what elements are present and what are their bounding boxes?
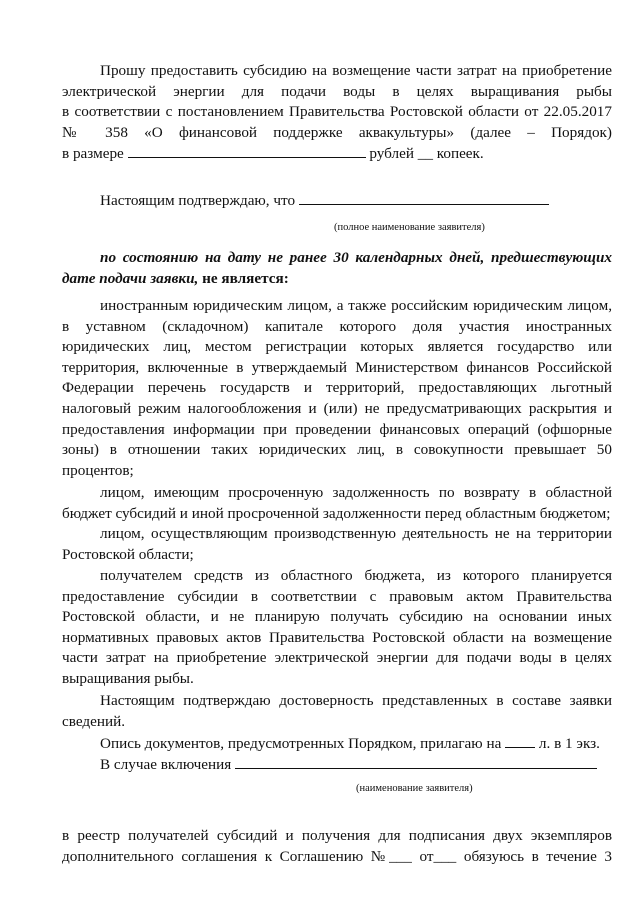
confirm-text: Настоящим подтверждаю, что bbox=[100, 192, 296, 209]
item-recipient bbox=[62, 566, 612, 690]
amount-blank[interactable] bbox=[128, 143, 366, 158]
text-line: нормативных правовых актов Правительства Ростовской области на возмещение bbox=[62, 628, 612, 646]
sheets-count-blank[interactable] bbox=[505, 733, 535, 748]
text-line: иностранным юридическим лицом, а также российским юридическим лицом, bbox=[100, 297, 612, 314]
text-line: лицом, имеющим просроченную задолженность по возврату в областной bbox=[100, 484, 612, 501]
status-date-text: дате подачи заявки, bbox=[62, 269, 199, 287]
applicant-name-blank[interactable] bbox=[299, 190, 549, 205]
applicant-caption: (полное наименование заявителя) bbox=[334, 222, 485, 233]
item-debt bbox=[62, 483, 612, 524]
text-line: процентов; bbox=[62, 461, 134, 479]
status-line: по состоянию на дату не ранее 30 календарных дней, предшествующих bbox=[100, 249, 612, 266]
status-not-is: не является: bbox=[202, 269, 289, 287]
text-line: электрической энергии для подачи воды в целях выращивания рыбы bbox=[62, 82, 612, 100]
subsidy-request-paragraph bbox=[62, 61, 612, 165]
text-line: в уставном (складочном) капитале которого доля участия иностранных bbox=[62, 317, 612, 335]
inventory-suffix: л. в 1 экз. bbox=[538, 735, 600, 752]
text-line: части затрат на приобретение электрической энергии для подачи воды в целях bbox=[62, 649, 612, 667]
text-line: сведений. bbox=[62, 712, 126, 730]
item-territory bbox=[62, 524, 612, 565]
text-line: Ростовской области; bbox=[62, 545, 194, 563]
inclusion-caption: (наименование заявителя) bbox=[356, 783, 473, 794]
text-line: дополнительного соглашения к Соглашению №___ от___ обязуюсь в течение 3 bbox=[62, 847, 612, 865]
status-heading bbox=[62, 248, 612, 289]
text-line: территория, включенные в утверждаемый Министерством финансов Российской bbox=[62, 358, 612, 376]
text-line: Настоящим подтверждаю достоверность представленных в составе заявки bbox=[100, 692, 612, 709]
text-line: предоставления информации при проведении финансовых операций (офшорные bbox=[62, 420, 612, 438]
text-line: зоны) в отношении таких юридических лиц, в совокупности превышает 50 bbox=[62, 441, 612, 459]
inclusion-line bbox=[62, 754, 612, 776]
item-foreign-entity bbox=[62, 296, 612, 481]
text-line: Ростовской области, и не планирую получать субсидию на основании иных bbox=[62, 608, 612, 626]
amount-label: в размере bbox=[62, 145, 124, 163]
text-line: предоставление субсидии в соответствии с правовым актом Правительства bbox=[62, 587, 612, 605]
inclusion-text: В случае включения bbox=[100, 756, 232, 773]
text-line: юридических лиц, местом регистрации которых является государство или bbox=[62, 338, 612, 356]
text-line: бюджет субсидий и иной просроченной задолженности перед областным бюджетом; bbox=[62, 504, 611, 522]
text-line: налоговый режим налогообложения и (или) не предусматривающих раскрытия и bbox=[62, 399, 612, 417]
text-line: в соответствии с постановлением Правительства Ростовской области от 22.05.2017 bbox=[62, 103, 612, 121]
text-line: Прошу предоставить субсидию на возмещение части затрат на приобретение bbox=[100, 62, 612, 79]
amount-suffix: рублей __ копеек. bbox=[369, 145, 484, 163]
text-line: выращивания рыбы. bbox=[62, 669, 194, 687]
text-line: получателем средств из областного бюджета, из которого планируется bbox=[100, 567, 612, 584]
inventory-text: Опись документов, предусмотренных Порядком, прилагаю на bbox=[100, 735, 502, 752]
reliability-paragraph bbox=[62, 691, 612, 732]
registry-paragraph bbox=[62, 826, 612, 867]
inclusion-applicant-blank[interactable] bbox=[235, 754, 597, 769]
text-line: Федерации перечень государств и территорий, предоставляющих льготный bbox=[62, 379, 612, 397]
amount-line bbox=[62, 143, 612, 165]
text-line: в реестр получателей субсидий и получения для подписания двух экземпляров bbox=[62, 827, 612, 844]
text-line: № 358 «О финансовой поддержке аквакультуры» (далее – Порядок) bbox=[62, 123, 612, 141]
confirm-line bbox=[62, 190, 612, 212]
text-line: лицом, осуществляющим производственную деятельность не на территории bbox=[100, 525, 612, 542]
inventory-line bbox=[62, 733, 612, 755]
